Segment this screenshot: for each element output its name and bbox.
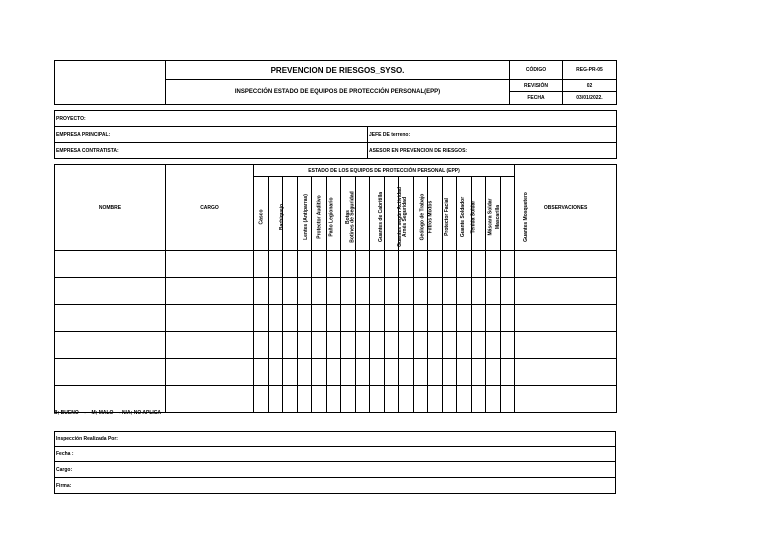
epp-status-cell[interactable] <box>312 386 327 413</box>
epp-status-cell[interactable] <box>341 251 356 278</box>
table-row <box>55 251 617 278</box>
epp-status-cell[interactable] <box>254 359 269 386</box>
epp-status-cell[interactable] <box>297 278 312 305</box>
codigo-value: REG-PR-05 <box>563 61 617 80</box>
epp-status-cell[interactable] <box>442 359 457 386</box>
epp-status-cell[interactable] <box>254 305 269 332</box>
epp-column-label: Barbiquejo <box>278 203 285 230</box>
epp-status-cell[interactable] <box>283 386 298 413</box>
epp-column-label: Paño Legionario <box>328 196 335 237</box>
epp-status-cell[interactable] <box>399 359 414 386</box>
epp-status-cell[interactable] <box>413 278 428 305</box>
footer-table <box>54 431 616 494</box>
epp-status-cell[interactable] <box>413 386 428 413</box>
epp-status-cell[interactable] <box>254 251 269 278</box>
epp-status-cell[interactable] <box>341 332 356 359</box>
estado-epp-header: ESTADO DE LOS EQUIPOS DE PROTECCIÓN PERSONAL (EPP) <box>254 165 515 177</box>
epp-status-cell[interactable] <box>312 305 327 332</box>
epp-status-cell[interactable] <box>341 359 356 386</box>
epp-status-cell[interactable] <box>442 305 457 332</box>
epp-column-label: Guante Soldador <box>459 196 466 237</box>
revision-label: REVISIÓN <box>510 80 563 92</box>
epp-status-cell[interactable] <box>384 359 399 386</box>
cargo-header: CARGO <box>166 165 254 251</box>
logo-cell <box>55 61 166 105</box>
epp-status-cell[interactable] <box>297 332 312 359</box>
asesor-field[interactable]: ASESOR EN PREVENCION DE RIESGOS: <box>368 143 617 159</box>
epp-status-cell[interactable] <box>428 251 443 278</box>
epp-status-cell[interactable] <box>370 305 385 332</box>
epp-status-cell[interactable] <box>355 278 370 305</box>
epp-status-cell[interactable] <box>442 386 457 413</box>
observaciones-cell[interactable] <box>515 359 617 386</box>
cargo-cell[interactable] <box>166 386 254 413</box>
info-table <box>54 110 617 159</box>
epp-column-label: Protector Auditivo <box>316 194 323 239</box>
epp-status-cell[interactable] <box>500 386 515 413</box>
epp-column-header <box>355 177 384 251</box>
epp-status-cell[interactable] <box>457 278 472 305</box>
epp-column-label: Máscara Soldar <box>486 198 493 235</box>
epp-status-cell[interactable] <box>283 251 298 278</box>
nombre-cell[interactable] <box>55 278 166 305</box>
epp-status-cell[interactable] <box>486 305 501 332</box>
epp-status-cell[interactable] <box>413 251 428 278</box>
epp-status-cell[interactable] <box>457 251 472 278</box>
fecha-field[interactable]: Fecha : <box>55 447 616 462</box>
epp-status-cell[interactable] <box>413 305 428 332</box>
epp-status-cell[interactable] <box>500 305 515 332</box>
epp-status-cell[interactable] <box>297 359 312 386</box>
epp-status-cell[interactable] <box>283 359 298 386</box>
fecha-value: 03/01/2022. <box>563 92 617 105</box>
epp-status-cell[interactable] <box>500 251 515 278</box>
epp-status-cell[interactable] <box>500 332 515 359</box>
epp-status-cell[interactable] <box>413 332 428 359</box>
firma-field[interactable]: Firma: <box>55 478 616 494</box>
epp-status-cell[interactable] <box>471 386 486 413</box>
epp-status-cell[interactable] <box>442 278 457 305</box>
epp-status-cell[interactable] <box>413 359 428 386</box>
cargo-cell[interactable] <box>166 332 254 359</box>
nombre-header: NOMBRE <box>55 165 166 251</box>
nombre-cell[interactable] <box>55 305 166 332</box>
epp-status-cell[interactable] <box>268 386 283 413</box>
epp-status-cell[interactable] <box>486 386 501 413</box>
cargo-cell[interactable] <box>166 278 254 305</box>
nombre-cell[interactable] <box>55 251 166 278</box>
epp-status-cell[interactable] <box>486 278 501 305</box>
epp-status-cell[interactable] <box>399 278 414 305</box>
epp-column-label: Arnés Seguridad <box>401 196 408 237</box>
epp-column-label: Botines de Seguridad <box>349 190 356 243</box>
epp-status-cell[interactable] <box>370 251 385 278</box>
epp-column-label: Guantes según Actividad <box>396 186 403 247</box>
cargo-cell[interactable] <box>166 305 254 332</box>
fecha-label: FECHA <box>510 92 563 105</box>
nombre-cell[interactable] <box>55 359 166 386</box>
epp-status-cell[interactable] <box>268 251 283 278</box>
epp-status-cell[interactable] <box>399 305 414 332</box>
epp-status-cell[interactable] <box>326 359 341 386</box>
epp-status-cell[interactable] <box>428 305 443 332</box>
epp-column-label: Mascarilla <box>495 204 502 229</box>
epp-status-cell[interactable] <box>341 305 356 332</box>
table-row <box>55 332 617 359</box>
epp-status-cell[interactable] <box>442 251 457 278</box>
proyecto-field[interactable]: PROYECTO: <box>55 111 617 127</box>
epp-status-cell[interactable] <box>283 305 298 332</box>
observaciones-cell[interactable] <box>515 386 617 413</box>
epp-status-cell[interactable] <box>471 251 486 278</box>
codigo-label: CÓDIGO <box>510 61 563 80</box>
empresa-principal-field[interactable]: EMPRESA PRINCIPAL: <box>55 127 368 143</box>
epp-status-cell[interactable] <box>341 386 356 413</box>
epp-status-cell[interactable] <box>283 278 298 305</box>
empresa-contratista-field[interactable]: EMPRESA CONTRATISTA: <box>55 143 368 159</box>
epp-status-cell[interactable] <box>428 359 443 386</box>
epp-column-header <box>500 177 529 251</box>
document-subtitle: INSPECCIÓN ESTADO DE EQUIPOS DE PROTECCIÓN PERSONAL(EPP) <box>166 80 510 105</box>
epp-status-cell[interactable] <box>355 359 370 386</box>
epp-status-cell[interactable] <box>312 251 327 278</box>
epp-status-cell[interactable] <box>268 305 283 332</box>
observaciones-cell[interactable] <box>515 305 617 332</box>
epp-column-label: Filtros Mixtos <box>426 200 433 233</box>
nombre-cell[interactable] <box>55 332 166 359</box>
epp-status-cell[interactable] <box>268 359 283 386</box>
epp-column-label: Botas <box>344 209 351 224</box>
epp-status-cell[interactable] <box>297 386 312 413</box>
epp-status-cell[interactable] <box>312 332 327 359</box>
epp-status-cell[interactable] <box>384 332 399 359</box>
epp-column-label: Protector Facial <box>443 197 450 236</box>
epp-status-cell[interactable] <box>370 359 385 386</box>
epp-column-label: Casco <box>258 208 265 225</box>
nombre-cell[interactable] <box>55 386 166 413</box>
cargo-field[interactable]: Cargo: <box>55 462 616 478</box>
epp-status-cell[interactable] <box>428 332 443 359</box>
cargo-cell[interactable] <box>166 359 254 386</box>
epp-status-cell[interactable] <box>399 332 414 359</box>
observaciones-cell[interactable] <box>515 332 617 359</box>
epp-status-cell[interactable] <box>500 359 515 386</box>
epp-status-cell[interactable] <box>355 305 370 332</box>
epp-status-cell[interactable] <box>471 332 486 359</box>
epp-status-cell[interactable] <box>370 278 385 305</box>
epp-status-cell[interactable] <box>254 332 269 359</box>
epp-status-cell[interactable] <box>283 332 298 359</box>
observaciones-cell[interactable] <box>515 251 617 278</box>
table-row <box>55 386 617 413</box>
epp-status-cell[interactable] <box>399 386 414 413</box>
epp-column-label: Geólogo de Trabajo <box>419 193 426 240</box>
epp-status-cell[interactable] <box>457 332 472 359</box>
observaciones-header: OBSERVACIONES <box>515 165 617 251</box>
epp-status-cell[interactable] <box>399 251 414 278</box>
epp-status-cell[interactable] <box>254 278 269 305</box>
cargo-cell[interactable] <box>166 251 254 278</box>
epp-status-cell[interactable] <box>486 332 501 359</box>
epp-status-cell[interactable] <box>268 332 283 359</box>
epp-status-cell[interactable] <box>326 251 341 278</box>
epp-status-cell[interactable] <box>442 332 457 359</box>
epp-status-cell[interactable] <box>486 251 501 278</box>
epp-status-cell[interactable] <box>428 278 443 305</box>
epp-status-cell[interactable] <box>370 386 385 413</box>
epp-status-cell[interactable] <box>384 305 399 332</box>
jefe-terreno-field[interactable]: JEFE DE terreno: <box>368 127 617 143</box>
epp-table <box>54 164 617 413</box>
epp-status-cell[interactable] <box>326 332 341 359</box>
epp-column-header <box>254 177 269 251</box>
inspeccion-field[interactable]: Inspección Realizada Por: <box>55 432 616 447</box>
header-table <box>54 60 617 105</box>
epp-status-cell[interactable] <box>326 305 341 332</box>
epp-status-cell[interactable] <box>312 278 327 305</box>
epp-status-cell[interactable] <box>384 278 399 305</box>
document-title: PREVENCION DE RIESGOS_SYSO. <box>166 61 510 80</box>
epp-column-label: Guantes de Cabritilla <box>377 191 384 242</box>
epp-status-cell[interactable] <box>355 386 370 413</box>
epp-status-cell[interactable] <box>428 386 443 413</box>
epp-status-cell[interactable] <box>355 251 370 278</box>
epp-status-cell[interactable] <box>384 386 399 413</box>
table-row <box>55 278 617 305</box>
epp-column-label: Tenida Soldar <box>470 200 477 233</box>
epp-column-label: Lentes (Antiparras) <box>302 193 309 240</box>
epp-status-cell[interactable] <box>326 278 341 305</box>
epp-status-cell[interactable] <box>326 386 341 413</box>
epp-status-cell[interactable] <box>471 305 486 332</box>
legend: B; BUENO - M; MALO - N/A; NO APLICA <box>54 410 162 416</box>
epp-status-cell[interactable] <box>312 359 327 386</box>
epp-status-cell[interactable] <box>500 278 515 305</box>
epp-column-header <box>268 177 283 251</box>
epp-status-cell[interactable] <box>457 359 472 386</box>
observaciones-cell[interactable] <box>515 278 617 305</box>
epp-status-cell[interactable] <box>486 359 501 386</box>
epp-status-cell[interactable] <box>355 332 370 359</box>
epp-status-cell[interactable] <box>341 278 356 305</box>
epp-status-cell[interactable] <box>471 278 486 305</box>
epp-status-cell[interactable] <box>297 251 312 278</box>
epp-status-cell[interactable] <box>457 386 472 413</box>
epp-status-cell[interactable] <box>297 305 312 332</box>
epp-status-cell[interactable] <box>268 278 283 305</box>
epp-status-cell[interactable] <box>384 251 399 278</box>
epp-column-label: Guantes Mosquetero <box>522 191 529 242</box>
revision-value: 02 <box>563 80 617 92</box>
epp-status-cell[interactable] <box>254 386 269 413</box>
epp-status-cell[interactable] <box>471 359 486 386</box>
epp-status-cell[interactable] <box>370 332 385 359</box>
epp-status-cell[interactable] <box>457 305 472 332</box>
table-row <box>55 359 617 386</box>
table-row <box>55 305 617 332</box>
